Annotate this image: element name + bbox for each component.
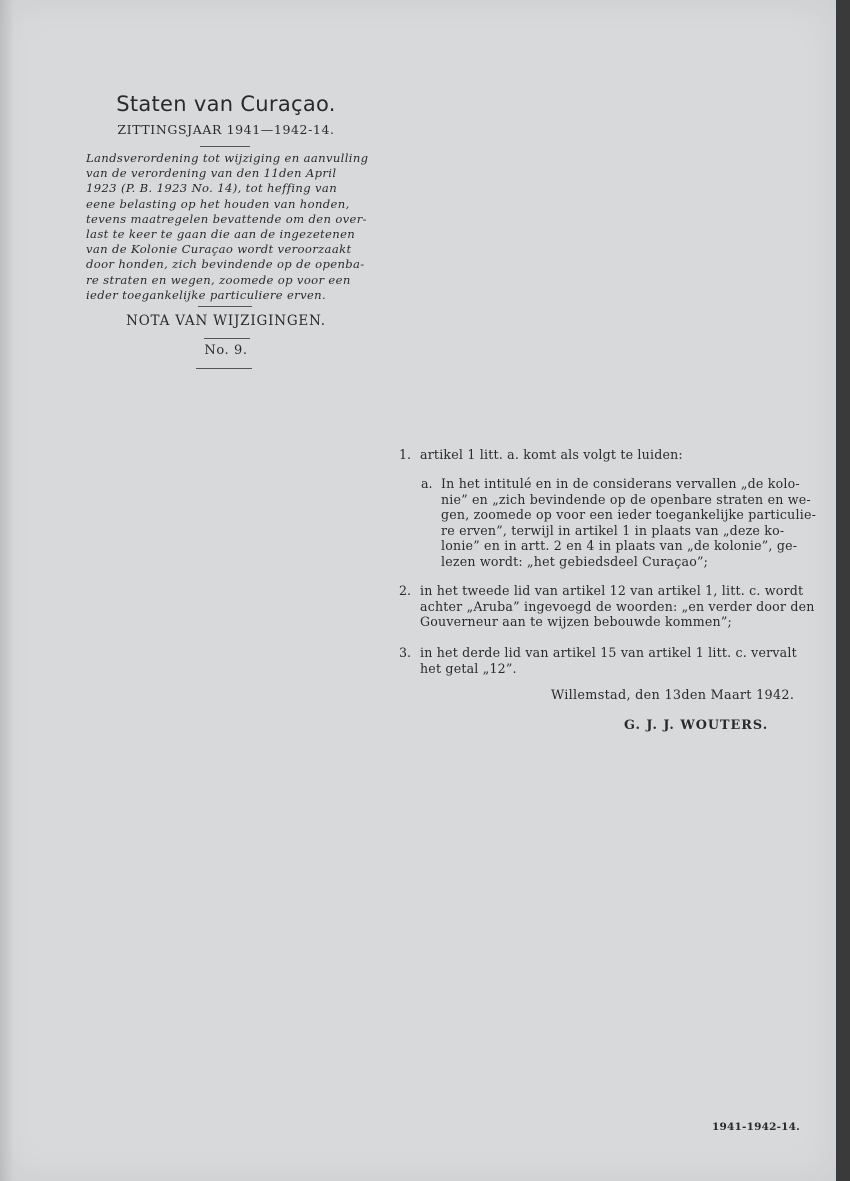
sub-item-text bbox=[441, 476, 816, 570]
amendment-line: in het derde lid van artikel 15 van artikel 1 litt. c. vervalt bbox=[420, 645, 797, 660]
footer-reference: 1941-1942-14. bbox=[712, 1121, 801, 1133]
amendment-line: In het intitulé en in de considerans vervallen „de kolo- bbox=[441, 476, 800, 491]
subject-line: van de verordening van den 11den April bbox=[86, 166, 337, 181]
amendment-line: nie” en „zich bevindende op de openbare straten en we- bbox=[441, 491, 811, 507]
session-year: ZITTINGSJAAR 1941—1942-14. bbox=[117, 122, 335, 137]
amendment-number: 2. bbox=[399, 583, 412, 598]
subject-line: tevens maatregelen bevattende om den over- bbox=[86, 211, 367, 226]
amendment-line: re erven”, terwijl in artikel 1 in plaats van „deze ko- bbox=[441, 522, 785, 538]
sub-item-label: a. bbox=[421, 476, 433, 491]
bill-subject bbox=[86, 151, 369, 303]
amendment-line: in het tweede lid van artikel 12 van artikel 1, litt. c. wordt bbox=[420, 583, 804, 598]
divider bbox=[198, 306, 252, 307]
subject-line: van de Kolonie Curaçao wordt veroorzaakt bbox=[86, 242, 352, 257]
subject-line: 1923 (P. B. 1923 No. 14), tot heffing van bbox=[86, 181, 338, 196]
divider bbox=[204, 338, 250, 339]
amendment-number: 3. bbox=[399, 645, 412, 660]
amendment-line: achter „Aruba” ingevoegd de woorden: „en verder door den bbox=[420, 598, 815, 614]
page-title: Staten van Curaçao. bbox=[116, 92, 336, 116]
amendment-line: lezen wordt: „het gebiedsdeel Curaçao”; bbox=[441, 553, 709, 569]
page-edge-shadow bbox=[0, 0, 14, 1181]
document-type: NOTA VAN WIJZIGINGEN. bbox=[126, 313, 326, 329]
subject-line: last te keer te gaan die aan de ingezetenen bbox=[86, 227, 356, 242]
amendment-text bbox=[420, 583, 815, 630]
amendment-line: lonie” en in artt. 2 en 4 in plaats van „de kolonie”, ge- bbox=[441, 538, 798, 554]
subject-line: eene belasting op het houden van honden, bbox=[86, 196, 350, 211]
amendment-number: 1. bbox=[399, 447, 412, 462]
subject-line: re straten en wegen, zoomede op voor een bbox=[86, 272, 351, 287]
amendment-text bbox=[420, 645, 797, 676]
subject-line: ieder toegankelijke particuliere erven. bbox=[86, 287, 327, 302]
subject-line: door honden, zich bevindende op de openba- bbox=[86, 257, 365, 272]
signatory: G. J. J. WOUTERS. bbox=[624, 718, 769, 733]
divider bbox=[200, 146, 250, 147]
place-date: Willemstad, den 13den Maart 1942. bbox=[551, 688, 795, 703]
amendment-line: Gouverneur aan te wijzen bebouwde kommen”; bbox=[420, 614, 732, 630]
subject-line: Landsverordening tot wijziging en aanvulling bbox=[86, 151, 369, 165]
amendment-line: gen, zoomede op voor een ieder toegankelijke particulie- bbox=[441, 507, 817, 523]
divider bbox=[196, 368, 252, 369]
amendment-text: artikel 1 litt. a. komt als volgt te luiden: bbox=[420, 447, 683, 462]
amendment-line: het getal „12”. bbox=[420, 660, 517, 676]
document-number: No. 9. bbox=[204, 343, 248, 358]
